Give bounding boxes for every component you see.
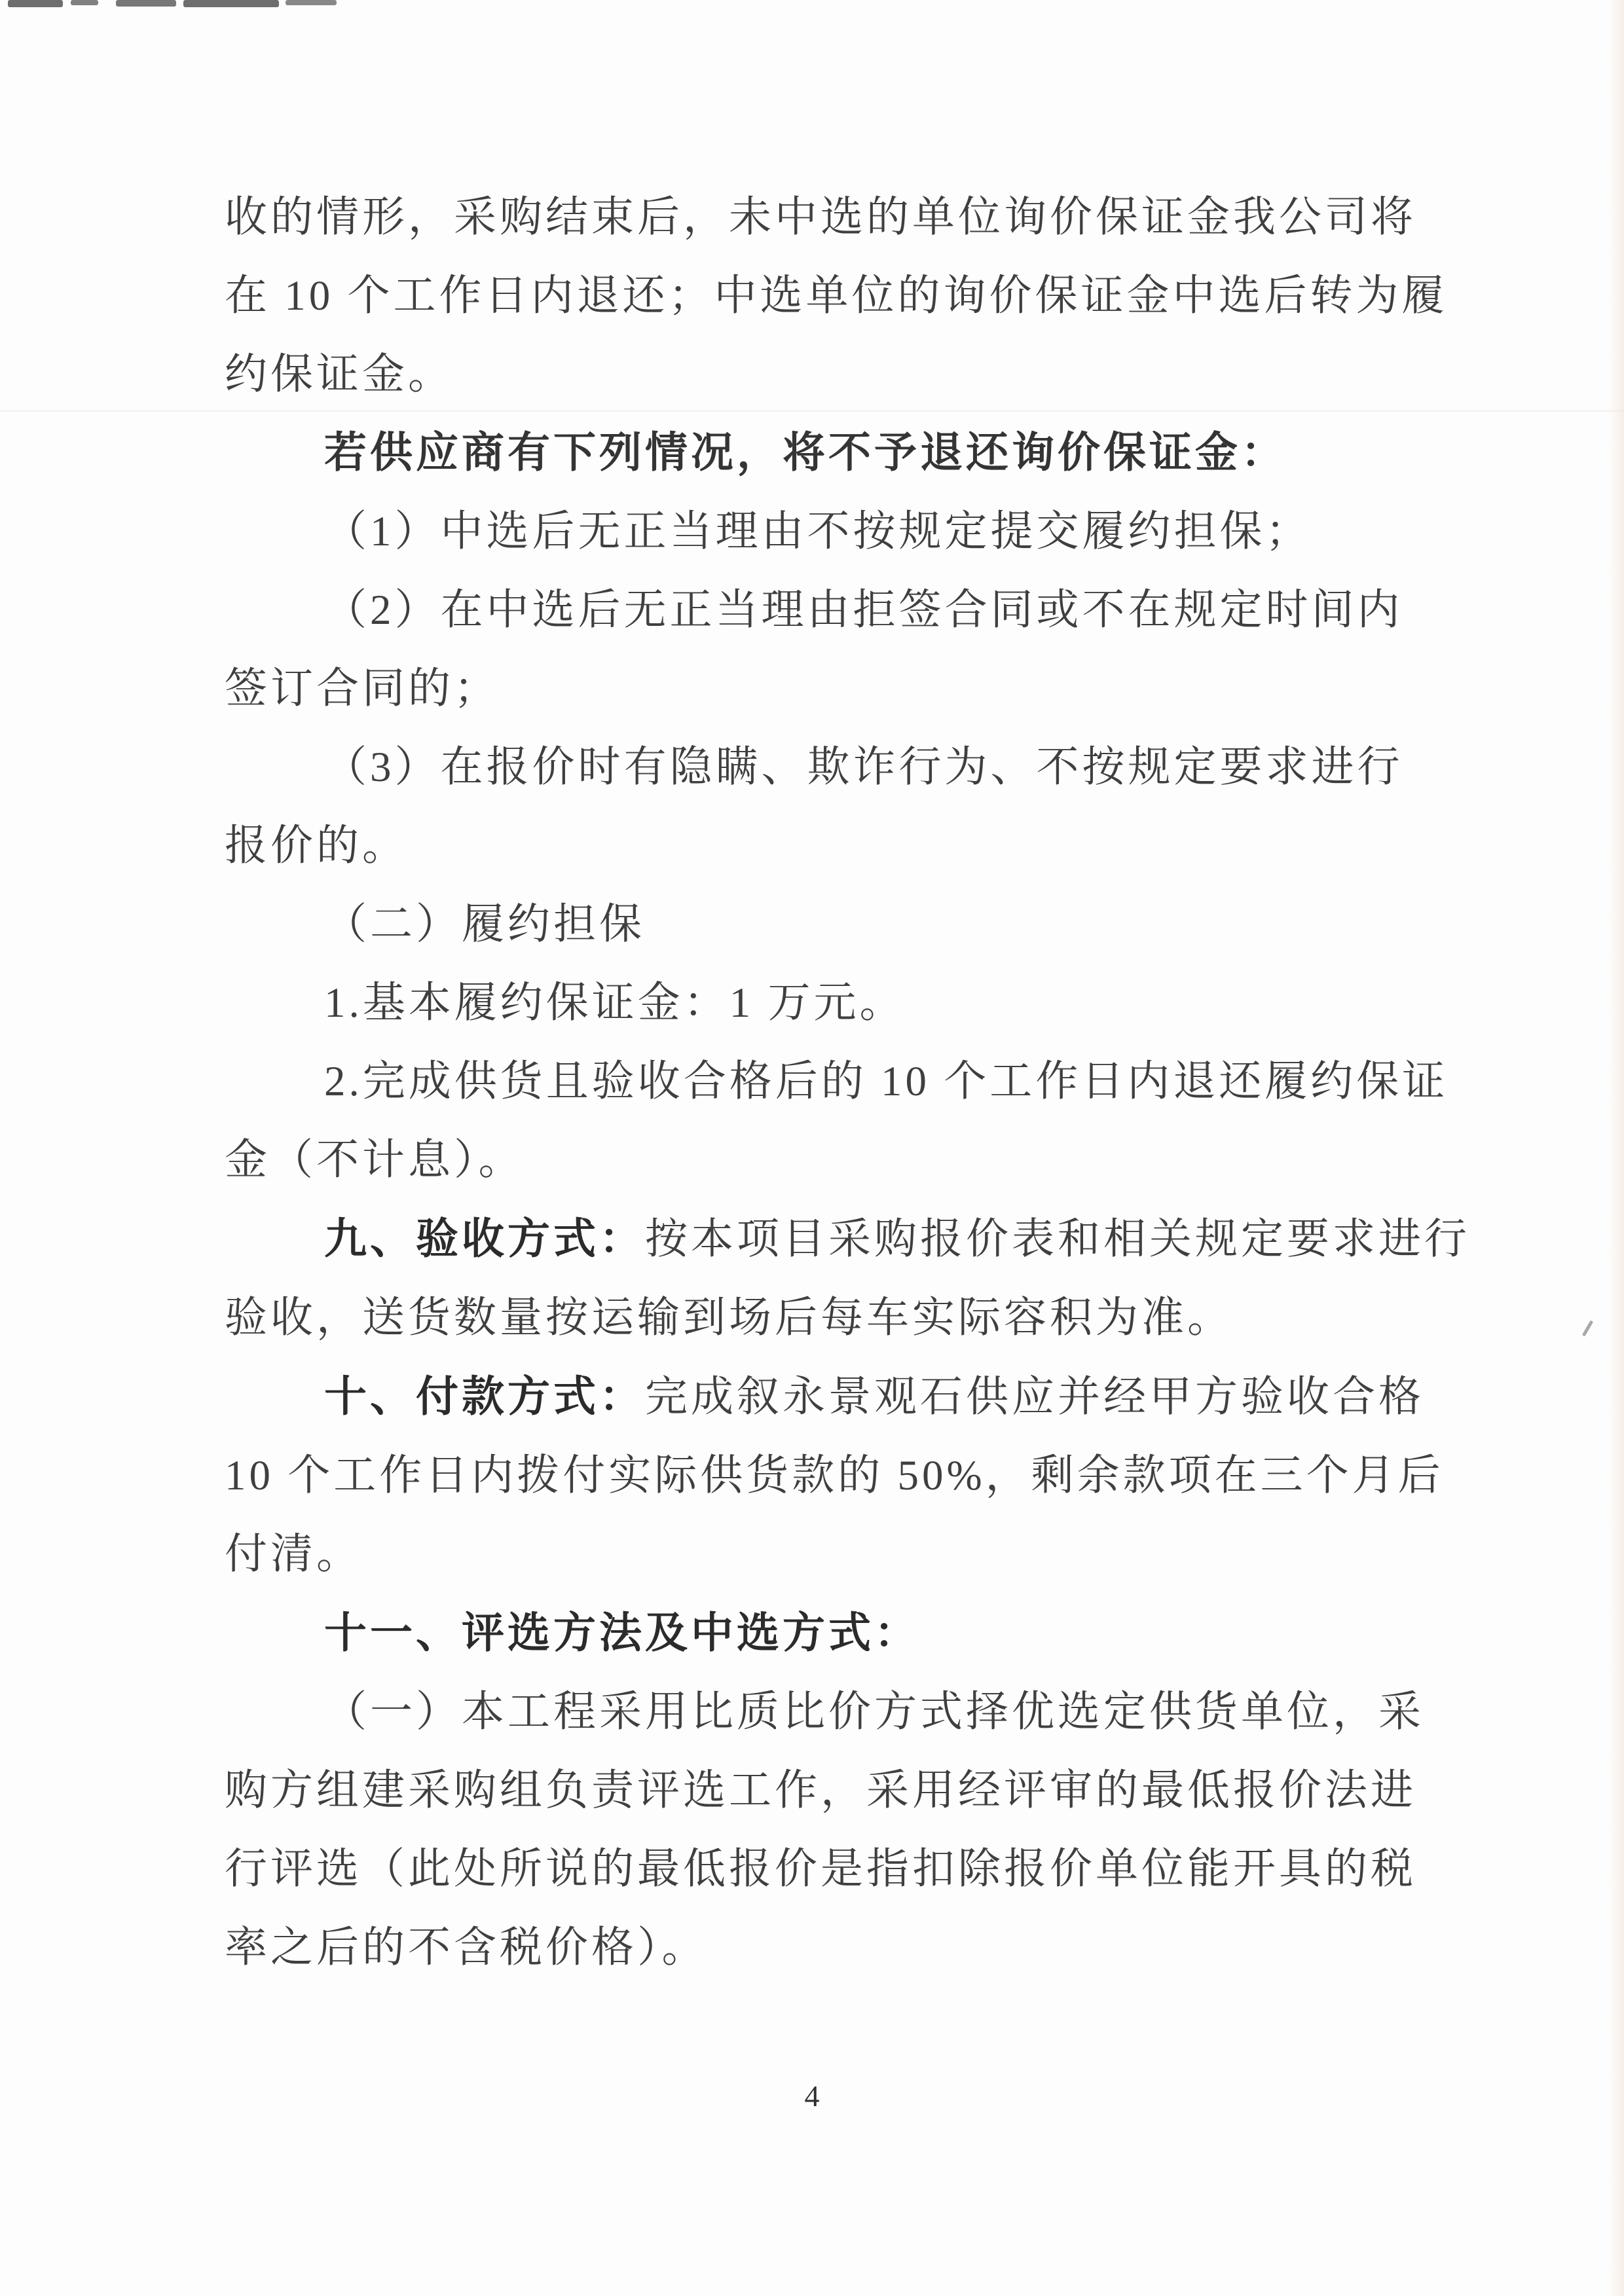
paper-edge-tint	[1608, 0, 1624, 2296]
scan-speck	[1582, 1320, 1593, 1336]
text-line: 收的情形，采购结束后，未中选的单位询价保证金我公司将	[225, 194, 1417, 241]
section-heading-line: 十、付款方式：完成叙永景观石供应并经甲方验收合格	[324, 1372, 1425, 1421]
text-line: 在 10 个工作日内退还；中选单位的询价保证金中选后转为履	[225, 272, 1448, 319]
section-heading: 十一、评选方法及中选方式：	[324, 1609, 921, 1656]
text-line: 签订合同的；	[225, 665, 500, 712]
text-line: 率之后的不含税价格）。	[225, 1924, 708, 1971]
scan-smudge	[286, 0, 337, 5]
scan-smudge	[8, 0, 63, 7]
text-line: （一）本工程采用比质比价方式择优选定供货单位，采	[324, 1688, 1425, 1736]
text-line: 金（不计息）。	[225, 1137, 525, 1184]
text-line: 10 个工作日内拨付实际供货款的 50%，剩余款项在三个月后	[225, 1452, 1444, 1499]
section-heading: 十、付款方式：	[324, 1372, 646, 1420]
text-line: 约保证金。	[225, 351, 454, 398]
text-line: 验收，送货数量按运输到场后每车实际容积为准。	[225, 1294, 1234, 1341]
list-item: （1）中选后无正当理由不按规定提交履约担保；	[324, 508, 1312, 555]
page-number: 4	[804, 2079, 820, 2113]
list-item: （2）在中选后无正当理由拒签合同或不在规定时间内	[324, 587, 1403, 634]
text-line: 付清。	[225, 1531, 363, 1578]
text-line: 购方组建采购组负责评选工作，采用经评审的最低报价法进	[225, 1767, 1417, 1814]
text-line: 报价的。	[225, 822, 409, 869]
section-heading-line: 九、验收方式：按本项目采购报价表和相关规定要求进行	[324, 1214, 1471, 1263]
document-body	[225, 178, 1471, 1987]
scan-smudge	[116, 0, 176, 7]
section-heading-line	[225, 1594, 1430, 1673]
text-line: （二）履约担保	[324, 901, 646, 948]
list-item: （3）在报价时有隐瞒、欺诈行为、不按规定要求进行	[324, 744, 1403, 791]
text-line: 行评选（此处所说的最低报价是指扣除报价单位能开具的税	[225, 1846, 1417, 1893]
list-item: 2.完成供货且验收合格后的 10 个工作日内退还履约保证	[324, 1058, 1449, 1105]
scan-smudge	[71, 0, 98, 5]
section-heading: 九、验收方式：	[324, 1214, 646, 1262]
text-line: 若供应商有下列情况，将不予退还询价保证金：	[324, 429, 1287, 477]
list-item: 1.基本履约保证金：1 万元。	[324, 979, 906, 1027]
scan-smudge	[183, 0, 279, 7]
